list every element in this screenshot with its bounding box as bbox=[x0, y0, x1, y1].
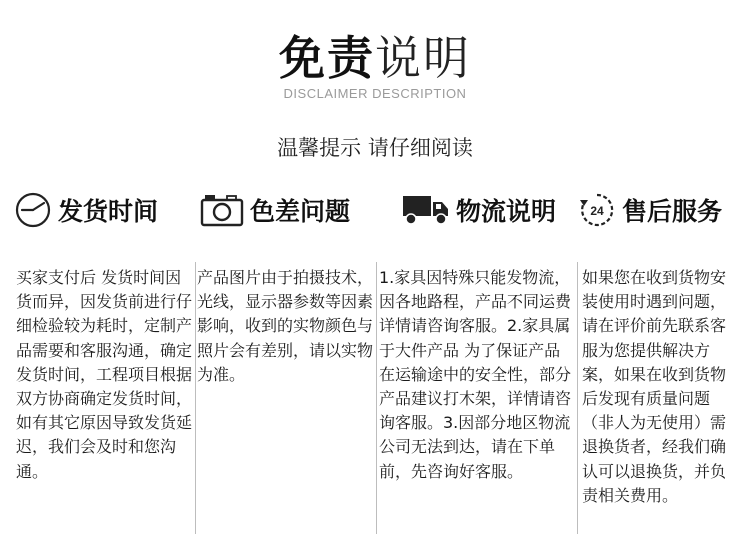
section-heading-label: 物流说明 bbox=[456, 197, 557, 226]
section-heading-label: 色差问题 bbox=[250, 197, 351, 226]
section-text-shipping-time: 买家支付后 发货时间因货而异，因发货前进行仔细检验较为耗时，定制产品需要和客服沟通，确定发货时间，工程项目根据双方协商确定发货时间，如有其它原因导致发货延迟，我们会及时和您沟通。 bbox=[16, 268, 193, 481]
section-heading-label: 售后服务 bbox=[622, 197, 723, 226]
page-title bbox=[0, 22, 750, 88]
reading-tip: 温馨提示 请仔细阅读 bbox=[277, 136, 473, 160]
24h-icon-text: 24 bbox=[590, 204, 604, 218]
section-heading-logistics bbox=[402, 188, 556, 232]
column-divider bbox=[577, 262, 578, 534]
section-text-color-difference: 产品图片由于拍摄技术，光线，显示器参数等因素影响，收到的实物颜色与照片会有差别，请以实物为准。 bbox=[197, 268, 374, 384]
section-text-after-sales: 如果您在收到货物安装使用时遇到问题，请在评价前先联系客服为您提供解决方案，如果在收到货物后发现有质量问题（非人为无使用）需退换货者，经我们确认可以退换货，并负责相关费用。 bbox=[582, 268, 727, 505]
clock-icon bbox=[14, 191, 52, 229]
section-heading-label: 发货时间 bbox=[58, 197, 159, 226]
column-divider bbox=[195, 262, 196, 534]
page-subtitle: DISCLAIMER DESCRIPTION bbox=[283, 86, 467, 101]
title-bold-part: 免责 bbox=[279, 31, 375, 85]
truck-icon bbox=[402, 194, 450, 226]
section-heading-color-difference bbox=[200, 188, 350, 232]
column-divider bbox=[376, 262, 377, 534]
title-light-part: 说明 bbox=[375, 31, 471, 85]
section-text-logistics: 1.家具因特殊只能发物流，因各地路程，产品不同运费详情请咨询客服。2.家具属于大件产品 为了保证产品在运输途中的安全性，部分产品建议打木架，详情请咨询客服。3.因部分地区物流公司无法到达，请在下单前，先咨询好客服。 bbox=[379, 268, 572, 481]
section-heading-after-sales bbox=[578, 188, 722, 232]
24h-service-icon bbox=[578, 191, 616, 229]
section-heading-shipping-time bbox=[14, 188, 158, 232]
camera-icon bbox=[200, 193, 244, 227]
